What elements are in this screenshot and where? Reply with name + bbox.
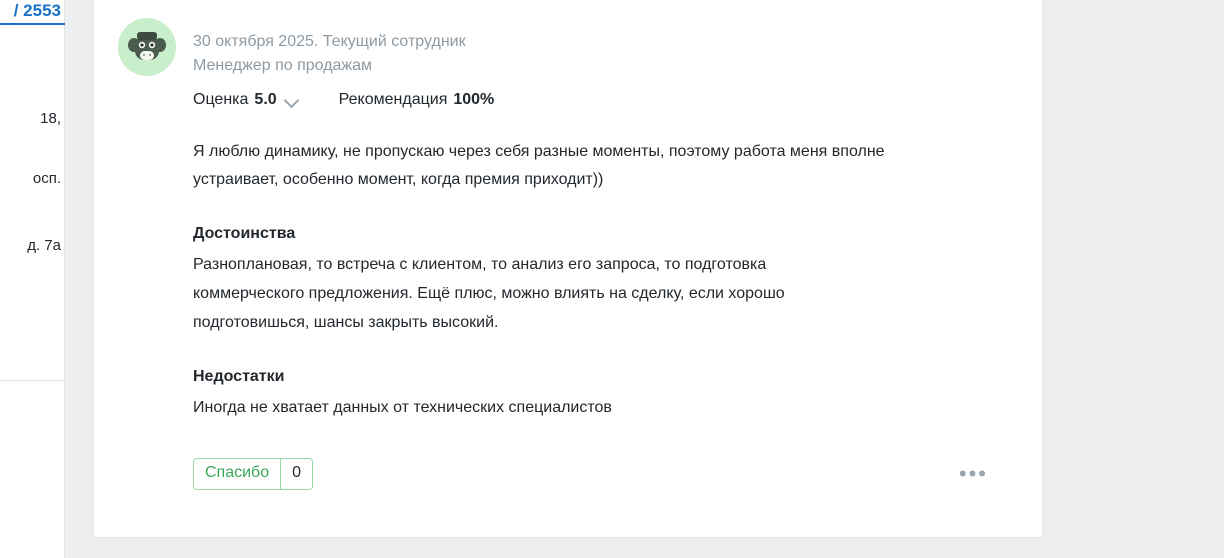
more-options-icon[interactable]: •••	[958, 461, 988, 486]
rating-value: 5.0	[254, 91, 277, 108]
left-sidebar	[0, 0, 65, 558]
review-summary: Я люблю динамику, не пропускаю через себя разные моменты, поэтому работа меня вполне устраивает, особенно момент, когда премия приходит))	[193, 143, 885, 188]
review-card	[93, 0, 1043, 538]
sidebar-text-line-3: д. 7а	[27, 237, 61, 254]
sidebar-text-line-2: осп.	[32, 170, 61, 187]
employee-status: Текущий сотрудник	[322, 33, 466, 50]
cons-text: Иногда не хватает данных от технических специалистов	[193, 399, 612, 416]
review-footer	[193, 458, 1002, 528]
avatar[interactable]	[118, 18, 176, 76]
cow-avatar-icon	[118, 18, 176, 76]
rating-label: Оценка	[193, 91, 249, 108]
review-item	[94, 0, 1042, 528]
review-date: 30 октября 2025.	[193, 33, 319, 50]
cons-title: Недостатки	[193, 368, 285, 385]
recommendation-value: 100%	[453, 91, 495, 108]
sidebar-text-line-1: 18,	[40, 110, 61, 127]
job-title: Менеджер по продажам	[193, 57, 373, 74]
thanks-button[interactable]	[193, 458, 313, 490]
sidebar-active-underline	[0, 23, 65, 25]
recommendation-group	[339, 91, 495, 109]
sidebar-divider	[0, 380, 65, 381]
review-body	[193, 30, 1042, 528]
review-meta	[193, 30, 1002, 53]
pros-text: Разноплановая, то встреча с клиентом, то анализ его запроса, то подготовка коммерческого предложения. Ещё плюс, можно влиять на сделку, если хорошо подготовишься, шансы закрыть высокий.	[193, 256, 785, 331]
thanks-count: 0	[280, 459, 312, 489]
ratings-row	[193, 89, 1002, 111]
thanks-label: Спасибо	[194, 459, 280, 489]
pros-title: Достоинства	[193, 225, 296, 242]
sidebar-reviews-link[interactable]: / 2553	[13, 1, 61, 20]
recommendation-label: Рекомендация	[338, 91, 448, 108]
chevron-down-icon[interactable]	[285, 93, 299, 107]
